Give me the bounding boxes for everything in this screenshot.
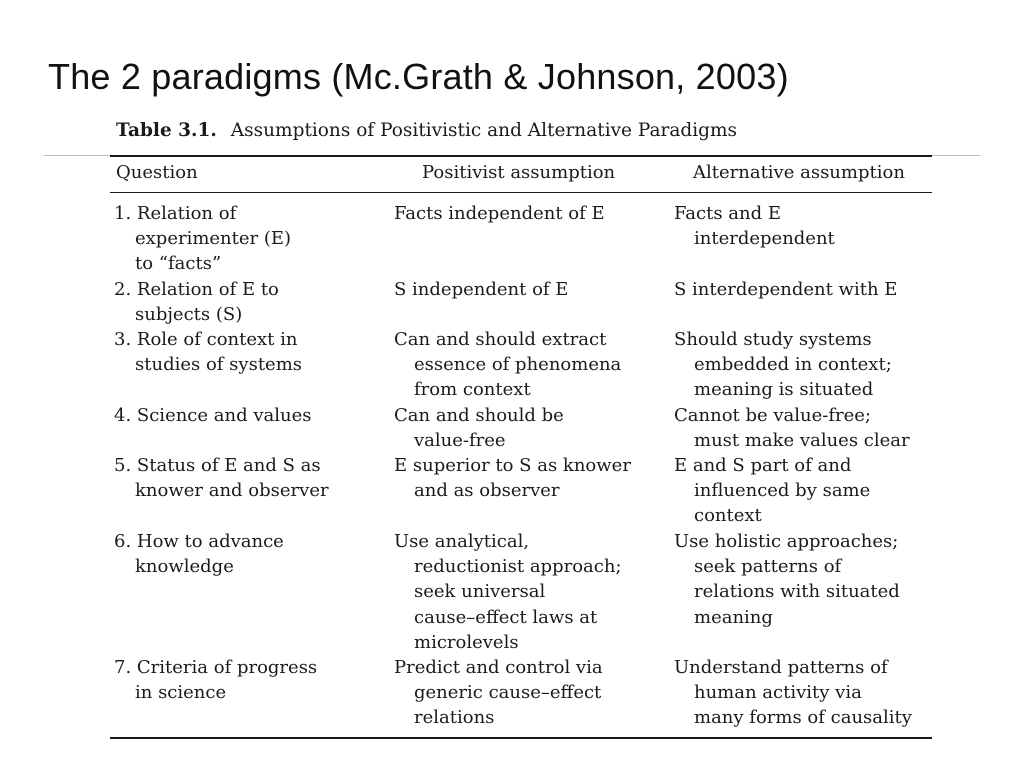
cell-line: Can and should extract: [394, 329, 607, 350]
cell-line: embedded in context;: [694, 354, 892, 376]
cell-line: value-free: [414, 430, 506, 452]
cell-line: Can and should be: [394, 405, 564, 426]
cell-line: E and S part of and: [674, 455, 852, 476]
table-header-rule: [110, 192, 932, 193]
question-cell: [114, 453, 329, 503]
positivist-cell: [394, 327, 621, 403]
cell-line: meaning is situated: [694, 379, 874, 401]
cell-line: must make values clear: [694, 430, 910, 452]
column-header-positivist: Positivist assumption: [422, 162, 616, 183]
cell-line: 6. How to advance: [114, 531, 284, 552]
cell-line: S interdependent with E: [674, 279, 898, 300]
cell-line: influenced by same: [694, 480, 871, 502]
cell-line: Facts and E: [674, 203, 781, 224]
cell-line: Cannot be value-free;: [674, 405, 871, 426]
cell-line: studies of systems: [135, 354, 303, 376]
cell-line: in science: [135, 682, 227, 704]
cell-line: human activity via: [694, 682, 862, 704]
cell-line: 3. Role of context in: [114, 329, 298, 350]
cell-line: seek universal: [414, 581, 546, 603]
question-cell: [114, 529, 284, 579]
cell-line: Facts independent of E: [394, 203, 605, 224]
table-top-rule: [110, 155, 932, 157]
cell-line: Use analytical,: [394, 531, 530, 552]
positivist-cell: [394, 403, 564, 453]
cell-line: relations with situated: [694, 581, 900, 603]
alternative-cell: [674, 201, 835, 251]
cell-line: context: [694, 505, 762, 527]
table-bottom-rule: [110, 737, 932, 739]
question-cell: [114, 277, 279, 327]
cell-line: relations: [414, 707, 495, 729]
cell-line: experimenter (E): [135, 228, 292, 250]
cell-line: microlevels: [414, 631, 519, 653]
cell-line: 5. Status of E and S as: [114, 455, 321, 476]
cell-line: 2. Relation of E to: [114, 279, 279, 300]
question-cell: [114, 403, 311, 428]
cell-line: Should study systems: [674, 329, 872, 350]
cell-line: and as observer: [414, 480, 560, 502]
cell-line: Use holistic approaches;: [674, 531, 899, 552]
question-cell: [114, 201, 291, 277]
table-caption-label: Table 3.1.: [116, 120, 217, 141]
cell-line: knower and observer: [135, 480, 329, 502]
alternative-cell: [674, 655, 912, 731]
alternative-cell: [674, 277, 897, 302]
cell-line: Understand patterns of: [674, 657, 888, 678]
cell-line: seek patterns of: [694, 556, 842, 578]
cell-line: from context: [414, 379, 531, 401]
cell-line: to “facts”: [135, 253, 222, 275]
slide-title: The 2 paradigms (Mc.Grath & Johnson, 2003): [48, 56, 789, 97]
positivist-cell: [394, 529, 622, 655]
positivist-cell: [394, 453, 631, 503]
alternative-cell: [674, 529, 900, 630]
column-header-alternative: Alternative assumption: [693, 162, 905, 183]
cell-line: essence of phenomena: [414, 354, 622, 376]
cell-line: subjects (S): [135, 304, 243, 326]
alternative-cell: [674, 403, 910, 453]
cell-line: Predict and control via: [394, 657, 603, 678]
scanned-table: [110, 116, 935, 746]
cell-line: S independent of E: [394, 279, 569, 300]
table-caption-text: Assumptions of Positivistic and Alternative Paradigms: [230, 120, 738, 141]
cell-line: interdependent: [694, 228, 835, 250]
cell-line: 4. Science and values: [114, 405, 312, 426]
positivist-cell: [394, 277, 568, 302]
table-caption: [116, 120, 737, 141]
cell-line: generic cause–effect: [414, 682, 602, 704]
cell-line: 7. Criteria of progress: [114, 657, 318, 678]
cell-line: knowledge: [135, 556, 234, 578]
question-cell: [114, 327, 302, 377]
positivist-cell: [394, 201, 605, 226]
question-cell: [114, 655, 317, 705]
cell-line: cause–effect laws at: [414, 606, 598, 628]
cell-line: E superior to S as knower: [394, 455, 631, 476]
column-header-question: Question: [116, 162, 198, 183]
cell-line: 1. Relation of: [114, 203, 237, 224]
alternative-cell: [674, 327, 892, 403]
alternative-cell: [674, 453, 870, 529]
cell-line: meaning: [694, 606, 773, 628]
cell-line: reductionist approach;: [414, 556, 622, 578]
cell-line: many forms of causality: [694, 707, 912, 729]
positivist-cell: [394, 655, 603, 731]
